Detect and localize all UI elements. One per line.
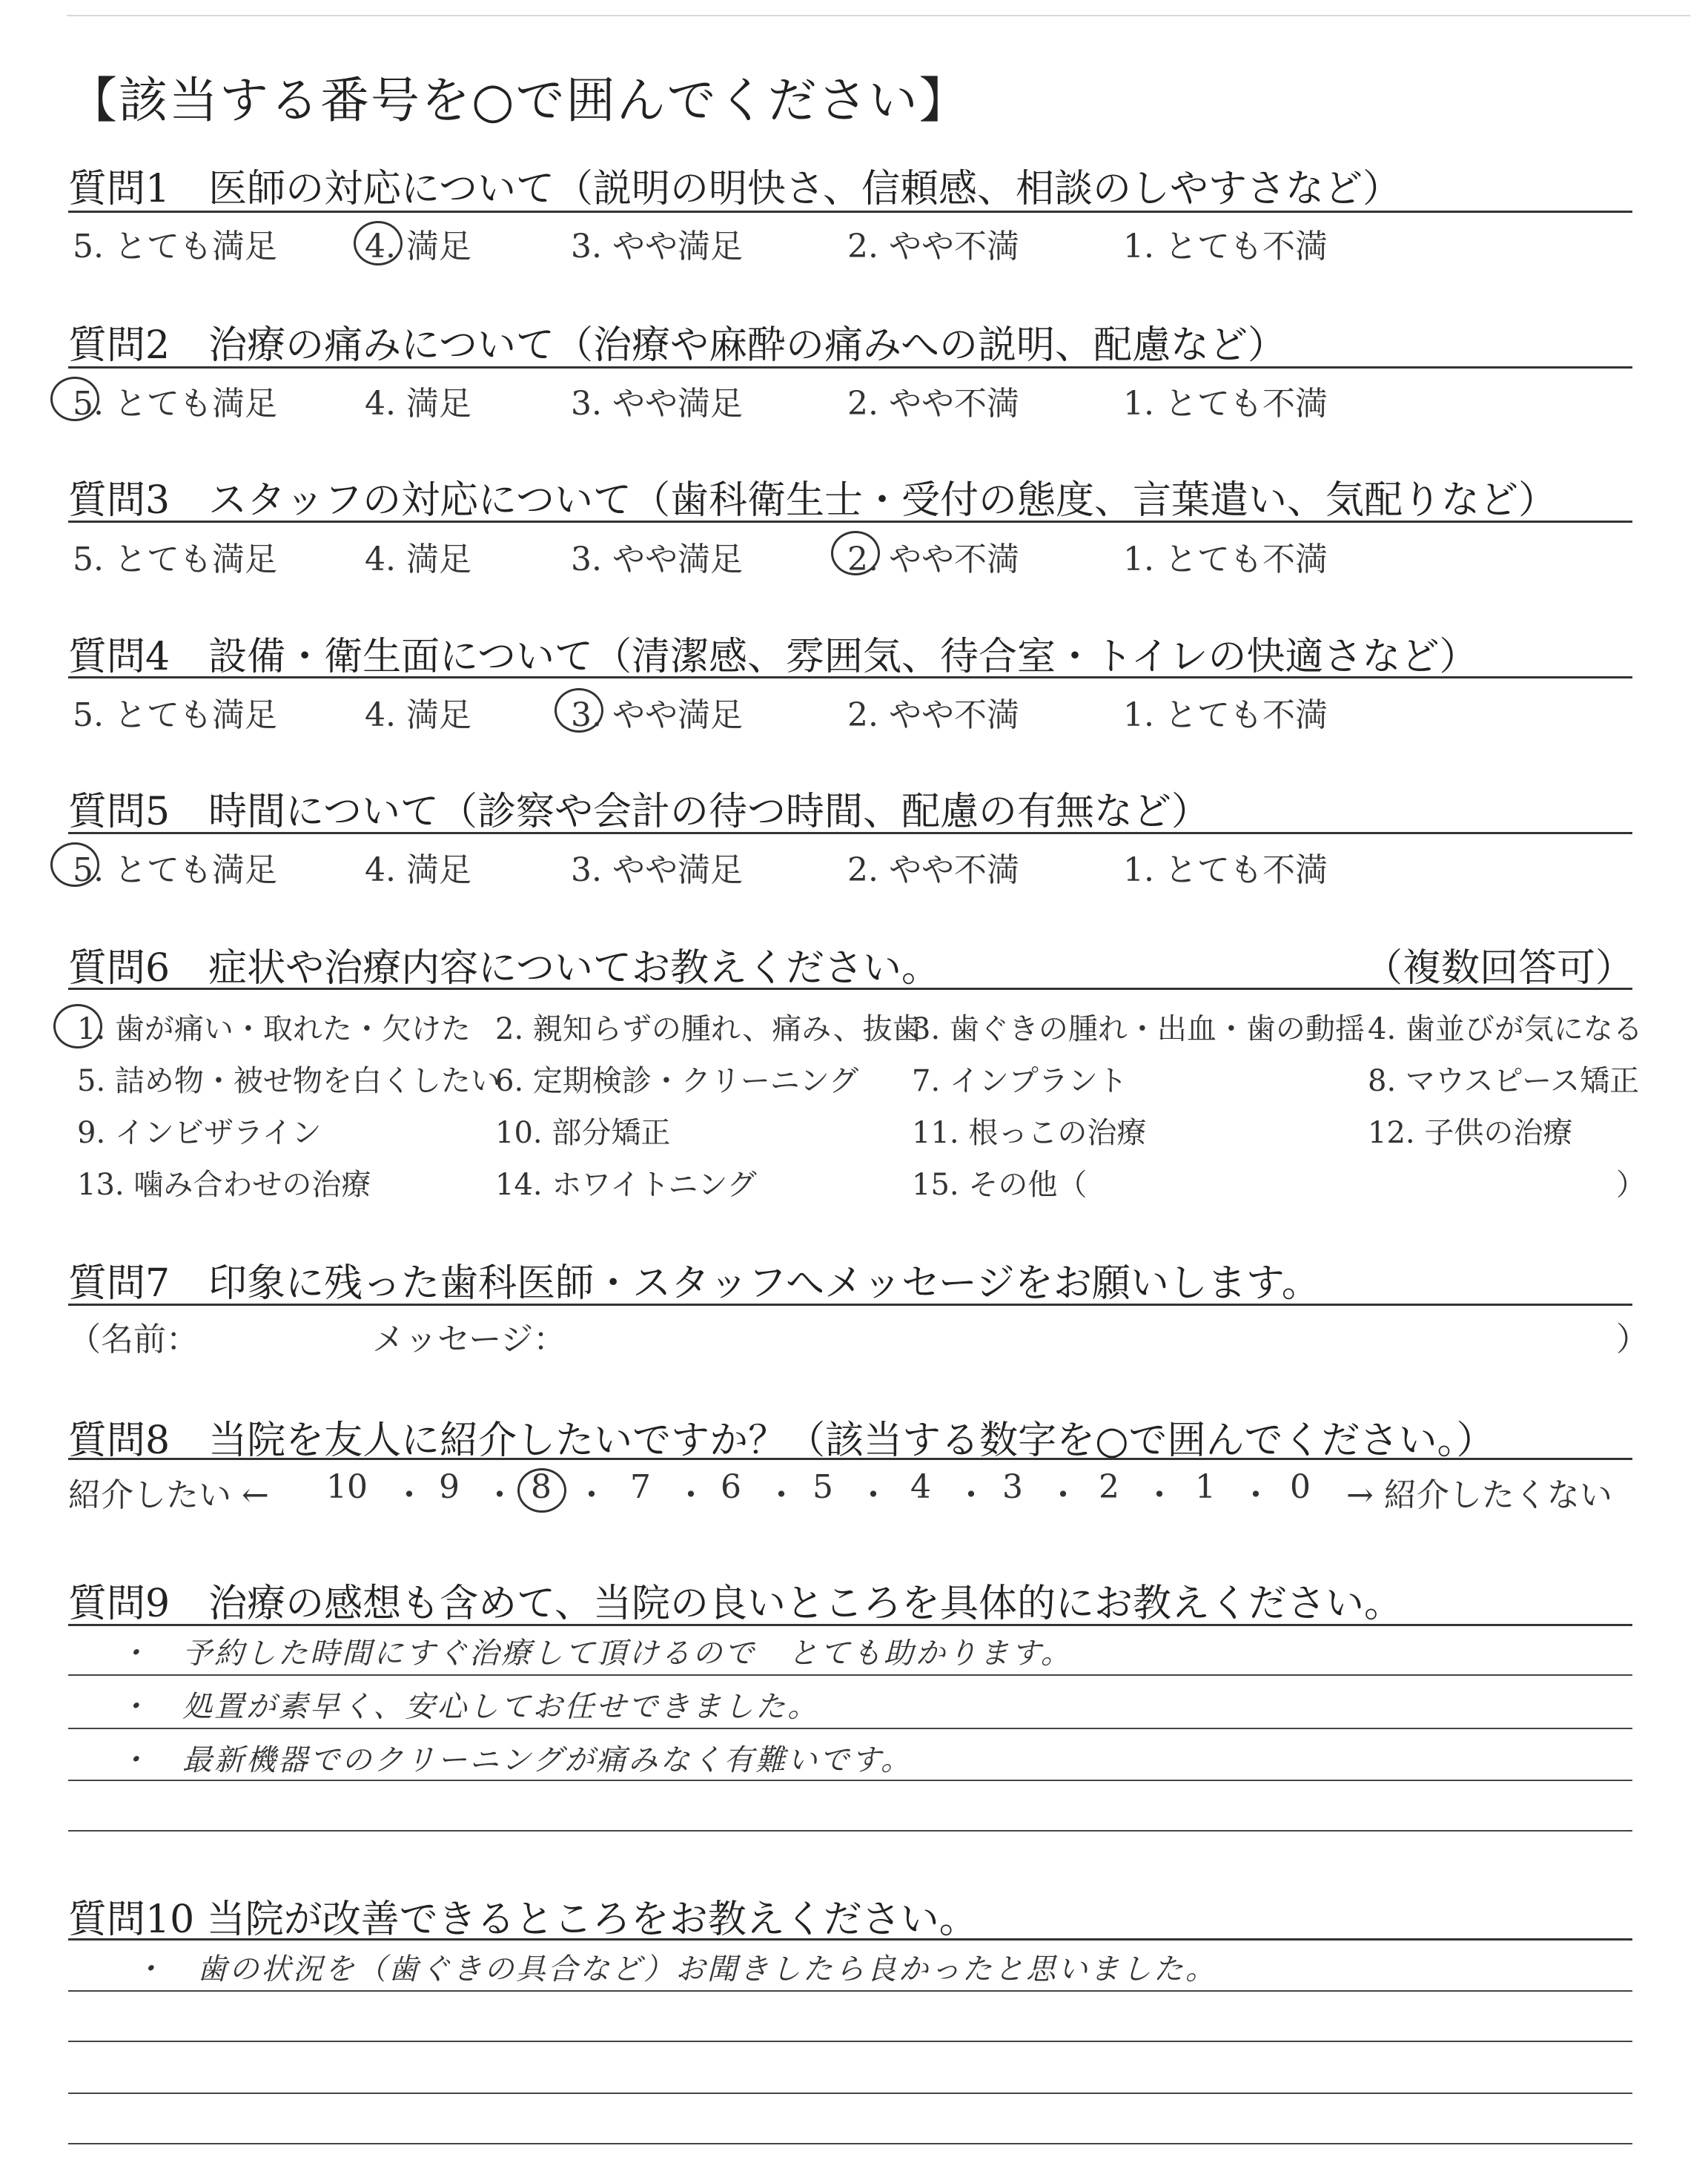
q4-option-5[interactable]: 5. とても満足 (73, 696, 277, 734)
q1-option-4[interactable]: 4. 満足 (365, 228, 471, 265)
q8-separator: ・ (1143, 1476, 1176, 1514)
q9-answer-3: ・ 最新機器でのクリーニングが痛みなく有難いです。 (119, 1743, 913, 1777)
q8-number-3[interactable]: 3 (1002, 1468, 1023, 1506)
q8-separator: ・ (675, 1476, 707, 1514)
q2-option-5[interactable]: 5. とても満足 (73, 385, 277, 423)
question-2-title: 質問2 治療の痛みについて（治療や麻酔の痛みへの説明、配慮など） (68, 323, 1287, 368)
q8-number-8[interactable]: 8 (531, 1468, 552, 1506)
question-5-rule (68, 832, 1632, 834)
q1-option-5[interactable]: 5. とても満足 (73, 228, 277, 265)
question-4-title: 質問4 設備・衛生面について（清潔感、雰囲気、待合室・トイレの快適さなど） (68, 635, 1478, 679)
q6-option-11[interactable]: 11. 根っこの治療 (912, 1116, 1147, 1150)
question-6-note: （複数回答可） (1364, 946, 1635, 991)
question-10-title: 質問10 当院が改善できるところをお教えください。 (68, 1898, 978, 1942)
question-3-title: 質問3 スタッフの対応について（歯科衛生士・受付の態度、言葉遣い、気配りなど） (68, 478, 1558, 523)
q4-selection-circle (555, 688, 603, 733)
q3-option-1[interactable]: 1. とても不満 (1123, 541, 1328, 578)
q8-separator: ・ (393, 1476, 426, 1514)
q8-selection-circle (517, 1468, 566, 1513)
q4-option-4[interactable]: 4. 満足 (365, 696, 471, 734)
page-header: 【該当する番号を○で囲んでください】 (68, 72, 970, 129)
q7-close-paren: ） (1616, 1321, 1649, 1358)
q5-selection-circle (50, 842, 99, 887)
q9-line-3 (68, 1728, 1632, 1729)
question-8-rule (68, 1458, 1632, 1460)
question-10-rule (68, 1938, 1632, 1941)
q8-number-5[interactable]: 5 (812, 1468, 833, 1506)
q8-number-4[interactable]: 4 (910, 1468, 931, 1506)
q9-line-4 (68, 1780, 1632, 1781)
question-6-rule (68, 988, 1632, 990)
q2-option-1[interactable]: 1. とても不満 (1123, 385, 1328, 423)
q6-option-9[interactable]: 9. インビザライン (77, 1116, 322, 1150)
q5-option-1[interactable]: 1. とても不満 (1123, 851, 1328, 889)
q8-separator: ・ (483, 1476, 516, 1514)
q3-selection-circle (831, 531, 880, 575)
q3-option-3[interactable]: 3. やや満足 (571, 541, 743, 578)
question-1-title: 質問1 医師の対応について（説明の明快さ、信頼感、相談のしやすさなど） (68, 167, 1401, 211)
q10-line-2 (68, 1990, 1632, 1992)
question-3-rule (68, 521, 1632, 523)
q10-answer-1: ・ 歯の状況を（歯ぐきの具合など）お聞きしたら良かったと思いました。 (133, 1952, 1217, 1986)
q8-separator: ・ (1239, 1476, 1272, 1514)
question-9-title: 質問9 治療の感想も含めて、当院の良いところを具体的にお教えください。 (68, 1582, 1403, 1626)
q6-option-4[interactable]: 4. 歯並びが気になる (1368, 1012, 1643, 1046)
q6-option-8[interactable]: 8. マウスピース矯正 (1368, 1064, 1640, 1098)
q8-left-label: 紹介したい ← (68, 1476, 269, 1514)
q1-option-3[interactable]: 3. やや満足 (571, 228, 743, 265)
q5-option-3[interactable]: 3. やや満足 (571, 851, 743, 889)
q3-option-2[interactable]: 2. やや不満 (847, 541, 1019, 578)
question-7-title: 質問7 印象に残った歯科医師・スタッフへメッセージをお願いします。 (68, 1261, 1320, 1306)
q10-line-4 (68, 2093, 1632, 2094)
q5-option-4[interactable]: 4. 満足 (365, 851, 471, 889)
question-7-rule (68, 1304, 1632, 1306)
q6-option-10[interactable]: 10. 部分矯正 (495, 1116, 671, 1150)
q6-option-6[interactable]: 6. 定期検診・クリーニング (495, 1064, 859, 1098)
q6-option-12[interactable]: 12. 子供の治療 (1368, 1116, 1573, 1150)
q5-option-2[interactable]: 2. やや不満 (847, 851, 1019, 889)
question-5-title: 質問5 時間について（診察や会計の待つ時間、配慮の有無など） (68, 790, 1211, 834)
q7-message-label: メッセージ： (372, 1321, 566, 1358)
q6-option-1[interactable]: 1. 歯が痛い・取れた・欠けた (77, 1012, 471, 1046)
q8-number-2[interactable]: 2 (1099, 1468, 1119, 1506)
q4-option-1[interactable]: 1. とても不満 (1123, 696, 1328, 734)
question-8-title: 質問8 当院を友人に紹介したいですか？（該当する数字を○で囲んでください。） (68, 1418, 1495, 1463)
q9-answer-2: ・ 処置が素早く、安心してお任せできました。 (119, 1690, 820, 1724)
q8-separator: ・ (765, 1476, 798, 1514)
q8-separator: ・ (1047, 1476, 1079, 1514)
q7-name-label: （名前： (68, 1321, 199, 1358)
q8-number-0[interactable]: 0 (1290, 1468, 1311, 1506)
q8-separator: ・ (575, 1476, 608, 1514)
q6-option-7[interactable]: 7. インプラント (912, 1064, 1128, 1098)
q8-number-7[interactable]: 7 (630, 1468, 651, 1506)
question-1-rule (68, 211, 1632, 213)
q9-line-5 (68, 1830, 1632, 1832)
q1-option-1[interactable]: 1. とても不満 (1123, 228, 1328, 265)
q8-separator: ・ (857, 1476, 890, 1514)
q9-answer-1: ・ 予約した時間にすぐ治療して頂けるので とても助かります。 (119, 1636, 1073, 1671)
top-border (67, 15, 1690, 16)
q6-option-15[interactable]: 15. その他（ (912, 1168, 1088, 1202)
q2-option-2[interactable]: 2. やや不満 (847, 385, 1019, 423)
q6-other-close-paren: ） (1616, 1168, 1646, 1202)
q4-option-3[interactable]: 3. やや満足 (571, 696, 743, 734)
q4-option-2[interactable]: 2. やや不満 (847, 696, 1019, 734)
q8-right-label: → 紹介したくない (1346, 1476, 1612, 1514)
q8-number-6[interactable]: 6 (721, 1468, 741, 1506)
question-9-rule (68, 1624, 1632, 1626)
q2-selection-circle (50, 377, 99, 421)
q3-option-4[interactable]: 4. 満足 (365, 541, 471, 578)
question-6-title: 質問6 症状や治療内容についてお教えください。 (68, 946, 941, 991)
q8-number-10[interactable]: 10 (326, 1468, 368, 1506)
q6-option-5[interactable]: 5. 詰め物・被せ物を白くしたい (77, 1064, 500, 1098)
q8-number-1[interactable]: 1 (1195, 1468, 1216, 1506)
q3-option-5[interactable]: 5. とても満足 (73, 541, 277, 578)
q6-option-3[interactable]: 3. 歯ぐきの腫れ・出血・歯の動揺 (912, 1012, 1365, 1046)
question-2-rule (68, 366, 1632, 369)
q5-option-5[interactable]: 5. とても満足 (73, 851, 277, 889)
q6-option-13[interactable]: 13. 噛み合わせの治療 (77, 1168, 371, 1202)
q8-separator: ・ (955, 1476, 987, 1514)
q10-line-3 (68, 2041, 1632, 2042)
question-4-rule (68, 676, 1632, 678)
q9-line-2 (68, 1674, 1632, 1676)
q6-selection-circle (53, 1004, 102, 1048)
q1-selection-circle (354, 221, 403, 265)
q2-option-4[interactable]: 4. 満足 (365, 385, 471, 423)
q10-line-5 (68, 2143, 1632, 2144)
q2-option-3[interactable]: 3. やや満足 (571, 385, 743, 423)
q6-option-2[interactable]: 2. 親知らずの腫れ、痛み、抜歯 (495, 1012, 922, 1046)
q8-number-9[interactable]: 9 (439, 1468, 460, 1506)
q1-option-2[interactable]: 2. やや不満 (847, 228, 1019, 265)
q6-option-14[interactable]: 14. ホワイトニング (495, 1168, 757, 1202)
